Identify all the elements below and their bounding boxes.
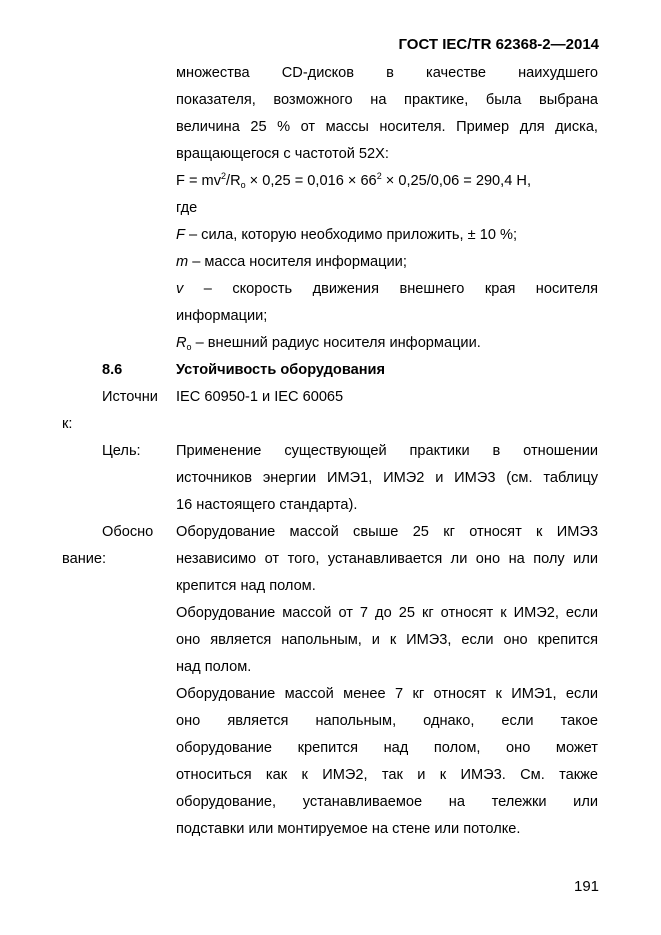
formula-tail: × 0,25/0,06 = 290,4 Н, [381,173,531,189]
rationale-label: Обосно [102,524,154,540]
body-text-line: множества CD-дисков в качестве наихудшего [176,65,598,81]
rationale-line: подставки или монтируемое на стене или потолке. [176,821,521,837]
purpose-line: 16 настоящего стандарта). [176,497,358,513]
symbol: F [176,227,185,243]
rationale-line: оно является напольным, и к ИМЭ3, если оно крепится [176,632,598,648]
source-value: IEC 60950-1 и IEC 60065 [176,389,344,405]
where-label: где [176,200,198,216]
symbol: v [176,281,184,297]
rationale-line: оно является напольным, однако, если такое [176,713,598,729]
formula-exponent: 2 [221,171,227,181]
definition-m [176,252,598,272]
body-text-line: показателя, возможного на практике, была выбрана [176,92,598,108]
formula-exponent: 2 [376,171,382,181]
rationale-label-cont: вание: [62,551,107,567]
rationale-line: оборудование, устанавливаемое на тележки или [176,794,598,810]
definition-text: – скорость движения внешнего края носителя [183,281,598,297]
rationale-line: относиться как к ИМЭ2, так и к ИМЭ3. См. также [176,767,598,783]
formula-prefix: F = mv [176,173,221,189]
definition-text: – внешний радиус носителя информации. [191,335,481,351]
body-text-line: величина 25 % от массы носителя. Пример для диска, [176,119,598,135]
rationale-line: Оборудование массой свыше 25 кг относят к ИМЭ3 [176,524,598,540]
symbol: R [176,335,187,351]
section-title: Устойчивость оборудования [176,362,386,378]
formula-mid: /R [226,173,241,189]
definition-r [176,333,598,353]
formula-subscript: o [240,180,246,190]
source-label-cont: к: [62,416,73,432]
section-number: 8.6 [102,362,123,378]
rationale-line: крепится над полом. [176,578,316,594]
source-label: Источни [102,389,158,405]
rationale-line: над полом. [176,659,252,675]
rationale-line: оборудование крепится над полом, оно может [176,740,598,756]
symbol-subscript: o [186,342,192,352]
definition-v [176,279,598,299]
definition-v-cont: информации; [176,308,268,324]
purpose-line: Применение существующей практики в отношении [176,443,598,459]
purpose-label: Цель: [102,443,141,459]
body-text-line: вращающегося с частотой 52X: [176,146,389,162]
document-header: ГОСТ IEC/TR 62368-2—2014 [398,36,599,53]
definition-text: – масса носителя информации; [188,254,407,270]
rationale-line: Оборудование массой менее 7 кг относят к ИМЭ1, если [176,686,598,702]
rationale-line: независимо от того, устанавливается ли оно на полу или [176,551,598,567]
formula [176,171,598,191]
formula-part: × 0,25 = 0,016 × 66 [245,173,377,189]
rationale-line: Оборудование массой от 7 до 25 кг относят к ИМЭ2, если [176,605,598,621]
page-number: 191 [574,878,600,895]
definition-text: – сила, которую необходимо приложить, ± 10 %; [184,227,518,243]
purpose-line: источников энергии ИМЭ1, ИМЭ2 и ИМЭ3 (см. таблицу [176,470,598,486]
definition-f [176,225,598,245]
symbol: m [176,254,189,270]
